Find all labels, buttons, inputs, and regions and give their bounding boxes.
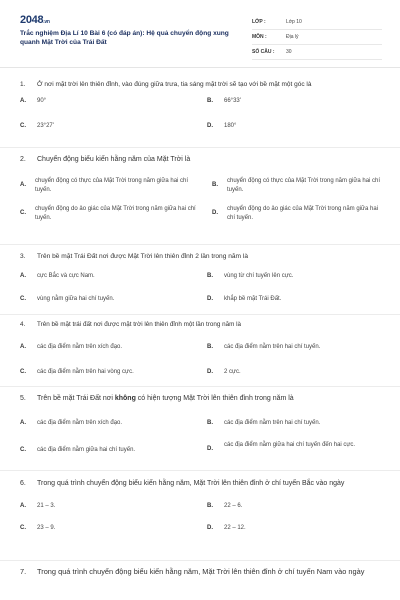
question-1 [20, 80, 382, 147]
divider [0, 386, 400, 387]
option-b[interactable]: B. các địa điểm nằm trên hai chí tuyến. [207, 420, 321, 426]
question-number: 1. [20, 81, 26, 88]
divider [0, 560, 400, 561]
question-number: 2. [20, 156, 26, 163]
option-b[interactable]: B. chuyển động có thực của Mặt Trời trong năm giữa hai chí tuyến. [212, 178, 381, 193]
question-text: Trong quá trình chuyển động biểu kiến hằng năm, Mặt Trời lên thiên đỉnh ở chí tuyến Bắc vào ngày [37, 480, 345, 487]
option-d[interactable]: D. các địa điểm nằm giữa hai chí tuyến đến hai cực. [207, 442, 356, 452]
option-d[interactable]: D. 22 – 12. [207, 525, 246, 531]
page-header [0, 0, 400, 68]
option-a[interactable]: A. 21 – 3. [20, 503, 56, 509]
question-2 [20, 155, 382, 232]
option-c[interactable]: C. vùng nằm giữa hai chí tuyến. [20, 296, 115, 302]
meta-row-subject [252, 30, 382, 45]
meta-value: 30 [286, 49, 292, 55]
quiz-meta [252, 15, 382, 60]
divider [0, 470, 400, 471]
option-b[interactable]: B. các địa điểm nằm trên hai chí tuyến. [207, 344, 321, 350]
option-c[interactable]: C. các địa điểm nằm giữa hai chí tuyến. [20, 447, 136, 453]
option-b[interactable]: B. vùng từ chí tuyến lên cực. [207, 273, 294, 279]
question-3 [20, 252, 382, 319]
logo-text: 2048 [20, 14, 44, 26]
meta-row-count [252, 45, 382, 60]
meta-key: LỚP : [252, 19, 266, 25]
option-d[interactable]: D. khắp bề mặt Trái Đất. [207, 296, 282, 302]
meta-row-class [252, 15, 382, 30]
question-number: 3. [20, 253, 26, 260]
question-text: Chuyển động biểu kiến hằng năm của Mặt Trời là [37, 156, 191, 163]
question-number: 6. [20, 480, 26, 487]
question-text: Trên bề mặt trái đất nơi được mặt trời lên thiên đỉnh một lần trong năm là [37, 321, 241, 328]
meta-key: MÔN : [252, 34, 267, 40]
divider [0, 314, 400, 315]
question-text: Ở nơi mặt trời lên thiên đỉnh, vào đúng giữa trưa, tia sáng mặt trời sẽ tạo với bề mặt một góc là [37, 81, 312, 88]
option-b[interactable]: B. 66°33' [207, 98, 241, 104]
meta-value: Địa lý [286, 34, 299, 40]
question-6 [20, 478, 382, 541]
option-a[interactable]: A. chuyển động có thực của Mặt Trời trong năm giữa hai chí tuyến. [20, 178, 189, 193]
option-d[interactable]: D. 180° [207, 123, 237, 129]
option-a[interactable]: A. 90° [20, 98, 47, 104]
question-7 [20, 566, 382, 578]
option-a[interactable]: A. các địa điểm nằm trên xích đạo. [20, 344, 123, 350]
question-text: Trên bề mặt Trái Đất nơi không có hiện tượng Mặt Trời lên thiên đỉnh trong năm là [37, 395, 294, 402]
question-number: 7. [20, 567, 27, 576]
option-c[interactable]: C. 23 – 9. [20, 525, 56, 531]
divider [0, 244, 400, 245]
question-number: 5. [20, 395, 26, 402]
question-4 [20, 320, 382, 387]
question-text: Trong quá trình chuyển động biểu kiến hằng năm, Mặt Trời lên thiên đỉnh ở chí tuyến Nam vào ngày [37, 567, 365, 576]
site-logo[interactable] [20, 14, 50, 26]
emphasis-keyword: không [114, 395, 136, 402]
page-title: Trắc nghiệm Địa Lí 10 Bài 6 (có đáp án): Hệ quả chuyển động xung quanh Mặt Trời của Trái Đất [20, 30, 229, 46]
question-5 [20, 394, 382, 471]
option-d[interactable]: D. chuyển động do ảo giác của Mặt Trời trong năm giữa hai chí tuyến. [212, 206, 379, 221]
option-b[interactable]: B. 22 – 6. [207, 503, 243, 509]
meta-value: Lớp 10 [286, 19, 302, 25]
option-c[interactable]: C. các địa điểm nằm trên hai vòng cực. [20, 369, 134, 375]
logo-tld: .vn [43, 19, 50, 25]
divider [0, 147, 400, 148]
option-d[interactable]: D. 2 cực. [207, 369, 241, 375]
option-c[interactable]: C. chuyển động do ảo giác của Mặt Trời trong năm giữa hai chí tuyến. [20, 206, 196, 221]
option-c[interactable]: C. 23°27' [20, 123, 54, 129]
meta-key: SỐ CÂU : [252, 49, 275, 55]
option-a[interactable]: A. cực Bắc và cực Nam. [20, 273, 95, 279]
question-number: 4. [20, 321, 26, 328]
question-text: Trên bề mặt Trái Đất nơi được Mặt Trời lên thiên đỉnh 2 lần trong năm là [37, 253, 249, 260]
option-a[interactable]: A. các địa điểm nằm trên xích đạo. [20, 420, 123, 426]
